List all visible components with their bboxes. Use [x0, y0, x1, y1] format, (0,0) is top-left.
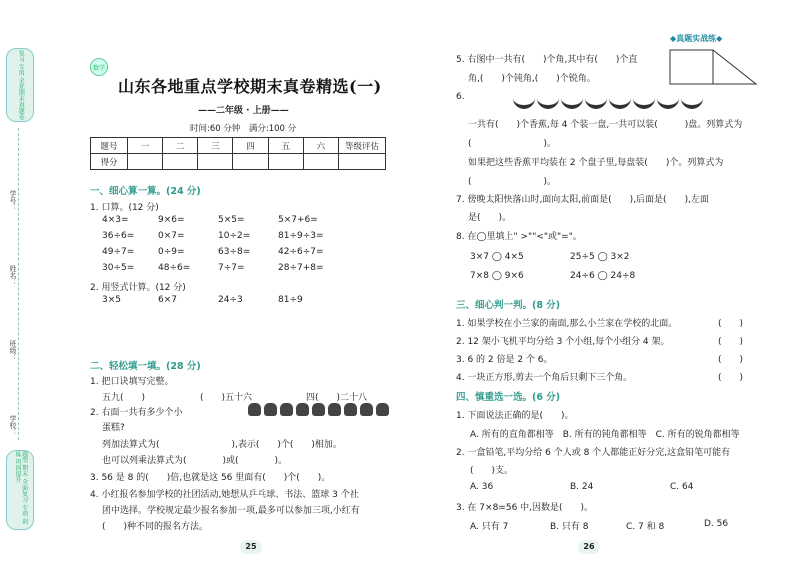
calc-item: 49÷7=: [102, 247, 135, 257]
section-3-heading: 三、细心判一判。(8 分): [456, 300, 561, 311]
judge-item: 2. 12 架小飞机平均分给 3 个小组,每个小组分 4 架。: [456, 337, 670, 347]
grade-label: ——二年级 · 上册——: [198, 106, 289, 116]
fill-item: 四( )二十八: [306, 393, 368, 403]
banana-icon: [633, 93, 655, 109]
vertical-item: 6×7: [158, 295, 177, 305]
calc-item: 5×7+6=: [278, 215, 318, 225]
table-cell: 等级评估: [339, 138, 386, 154]
choice-2-cont: ( )支。: [470, 466, 514, 476]
table-cell: 六: [303, 138, 338, 154]
fill-item: 五九( ): [102, 393, 146, 403]
cake-icon: [328, 403, 341, 416]
question-6-b: ( )。: [468, 139, 557, 149]
score-input[interactable]: [198, 154, 233, 170]
score-table: [90, 137, 386, 170]
cake-icon: [344, 403, 357, 416]
fill-item: ( )五十六: [200, 393, 253, 403]
question-6: 6.: [456, 92, 465, 102]
cake-icon: [360, 403, 373, 416]
question-2-2-multiplication: 也可以列乘法算式为( )或( )。: [102, 456, 288, 466]
vertical-item: 3×5: [102, 295, 121, 305]
calc-item: 28÷7+8=: [278, 263, 324, 273]
banana-icon: [513, 93, 535, 109]
question-2-2-cont: 蛋糕?: [102, 423, 125, 433]
choice-option: B. 24: [570, 482, 594, 492]
calc-item: 7÷7=: [218, 263, 245, 273]
judge-item: 3. 6 的 2 倍是 2 个 6。: [456, 355, 553, 365]
time-score: 时间:60 分钟 满分:100 分: [190, 124, 297, 134]
calc-item: 42÷6÷7=: [278, 247, 324, 257]
score-input[interactable]: [163, 154, 198, 170]
cake-icon: [248, 403, 261, 416]
judge-answer[interactable]: ( ): [718, 319, 744, 329]
banana-icon: [681, 93, 703, 109]
calc-item: 81÷9÷3=: [278, 231, 324, 241]
table-cell: 一: [128, 138, 163, 154]
question-6-c: 如果把这些香蕉平均装在 2 个盘子里,每盘装( )个。列算式为: [468, 158, 724, 168]
field-student-id: 学号：: [9, 190, 17, 211]
question-2-2-addition: 列加法算式为( ),表示( )个( )相加。: [102, 440, 342, 450]
table-row: [91, 138, 386, 154]
banana-icon: [657, 93, 679, 109]
sidebar-top-label: 复习 专用 全优期末真题卷: [17, 50, 25, 120]
banana-icon: [537, 93, 559, 109]
compare-item: 24÷6 ◯ 24÷8: [570, 271, 636, 281]
calc-item: 30÷5=: [102, 263, 135, 273]
cake-image: [248, 403, 389, 416]
calc-item: 0×7=: [158, 231, 185, 241]
score-input[interactable]: [303, 154, 338, 170]
table-cell: 五: [268, 138, 303, 154]
question-5: 5. 右图中一共有( )个角,其中有( )个直: [456, 55, 638, 65]
section-1-heading: 一、细心算一算。(24 分): [90, 186, 201, 197]
question-2-3: 3. 56 是 8 的( )倍,也就是这 56 里面有( )个( )。: [90, 473, 331, 483]
page-number-left: 25: [240, 540, 262, 554]
judge-answer[interactable]: ( ): [718, 355, 744, 365]
score-input[interactable]: [128, 154, 163, 170]
vertical-item: 81÷9: [278, 295, 303, 305]
score-input[interactable]: [233, 154, 268, 170]
field-school: 学校：: [9, 415, 17, 436]
calc-item: 5×5=: [218, 215, 245, 225]
calc-item: 36÷6=: [102, 231, 135, 241]
sidebar-bottom-label: 题型 期末 全面复习 专项 训练 巩固提升: [14, 451, 28, 525]
table-cell: 得分: [91, 154, 128, 170]
table-cell: 二: [163, 138, 198, 154]
calc-item: 0÷9=: [158, 247, 185, 257]
table-row: [91, 154, 386, 170]
field-name: 姓名：: [9, 265, 17, 286]
section-2-heading: 二、轻松填一填。(28 分): [90, 361, 201, 372]
score-input[interactable]: [268, 154, 303, 170]
page-number-right: 26: [578, 540, 600, 554]
question-6-d: ( )。: [468, 177, 557, 187]
compare-item: 7×8 ◯ 9×6: [470, 271, 524, 281]
cake-icon: [376, 403, 389, 416]
subject-tag: 数学: [90, 58, 108, 76]
choice-1-options: A. 所有的直角都相等 B. 所有的钝角都相等 C. 所有的锐角都相等: [470, 430, 740, 440]
choice-3: 3. 在 7×8=56 中,因数是( )。: [456, 503, 594, 513]
right-page: [400, 0, 800, 580]
judge-item: 1. 如果学校在小兰家的南面,那么小兰家在学校的北面。: [456, 319, 678, 329]
question-2-2: 2. 右面一共有多少个小: [90, 408, 183, 418]
question-2-4-end: ( )种不同的报名方法。: [102, 522, 209, 532]
compare-item: 25÷5 ◯ 3×2: [570, 252, 630, 262]
calc-item: 48÷6=: [158, 263, 191, 273]
trapezoid-figure: [668, 48, 758, 86]
choice-1: 1. 下面说法正确的是( )。: [456, 411, 574, 421]
calc-item: 10÷2=: [218, 231, 251, 241]
question-2-4-cont: 团中选择。学校规定最少报名参加一项,最多可以参加三项,小红有: [102, 506, 360, 516]
banana-icon: [561, 93, 583, 109]
cake-icon: [312, 403, 325, 416]
banana-icon: [609, 93, 631, 109]
score-input[interactable]: [339, 154, 386, 170]
field-class: 班级：: [9, 340, 17, 361]
choice-option: C. 7 和 8: [626, 522, 665, 532]
banana-image: [513, 93, 703, 109]
question-5-cont: 角,( )个钝角,( )个锐角。: [468, 74, 596, 84]
banana-icon: [585, 93, 607, 109]
choice-option: B. 只有 8: [550, 522, 589, 532]
question-7-cont: 是( )。: [468, 213, 512, 223]
question-1-1: 1. 口算。(12 分): [90, 203, 159, 213]
header-tag: ◆真题实战练◆: [670, 34, 723, 43]
page-title: 山东各地重点学校期末真卷精选(一): [118, 77, 382, 96]
question-2-1: 1. 把口诀填写完整。: [90, 377, 174, 387]
question-1-2: 2. 用竖式计算。(12 分): [90, 283, 186, 293]
grade-text: 二年级 · 上册: [216, 106, 271, 116]
table-cell: 三: [198, 138, 233, 154]
compare-item: 3×7 ◯ 4×5: [470, 252, 524, 262]
section-4-heading: 四、慎重选一选。(6 分): [456, 392, 561, 403]
question-6-a: 一共有( )个香蕉,每 4 个装一盘,一共可以装( )盘。列算式为: [468, 120, 743, 130]
choice-option: A. 36: [470, 482, 494, 492]
cake-icon: [264, 403, 277, 416]
vertical-item: 24÷3: [218, 295, 243, 305]
question-2-4: 4. 小红报名参加学校的社团活动,她想从乒乓球、书法、篮球 3 个社: [90, 490, 359, 500]
table-cell: 四: [233, 138, 268, 154]
calc-item: 4×3=: [102, 215, 129, 225]
choice-option: A. 只有 7: [470, 522, 509, 532]
cake-icon: [296, 403, 309, 416]
cake-icon: [280, 403, 293, 416]
judge-item: 4. 一块正方形,剪去一个角后只剩下三个角。: [456, 373, 633, 383]
judge-answer[interactable]: ( ): [718, 337, 744, 347]
question-7: 7. 傍晚太阳快落山时,面向太阳,前面是( ),后面是( ),左面: [456, 195, 709, 205]
table-cell: 题号: [91, 138, 128, 154]
calc-item: 9×6=: [158, 215, 185, 225]
choice-option: D. 56: [704, 519, 729, 529]
calc-item: 63÷8=: [218, 247, 251, 257]
choice-2: 2. 一盒铅笔,平均分给 6 个人或 8 个人都能正好分完,这盒铅笔可能有: [456, 448, 731, 458]
choice-option: C. 64: [670, 482, 694, 492]
question-8: 8. 在◯里填上" >""<"或"="。: [456, 232, 582, 242]
judge-answer[interactable]: ( ): [718, 373, 744, 383]
